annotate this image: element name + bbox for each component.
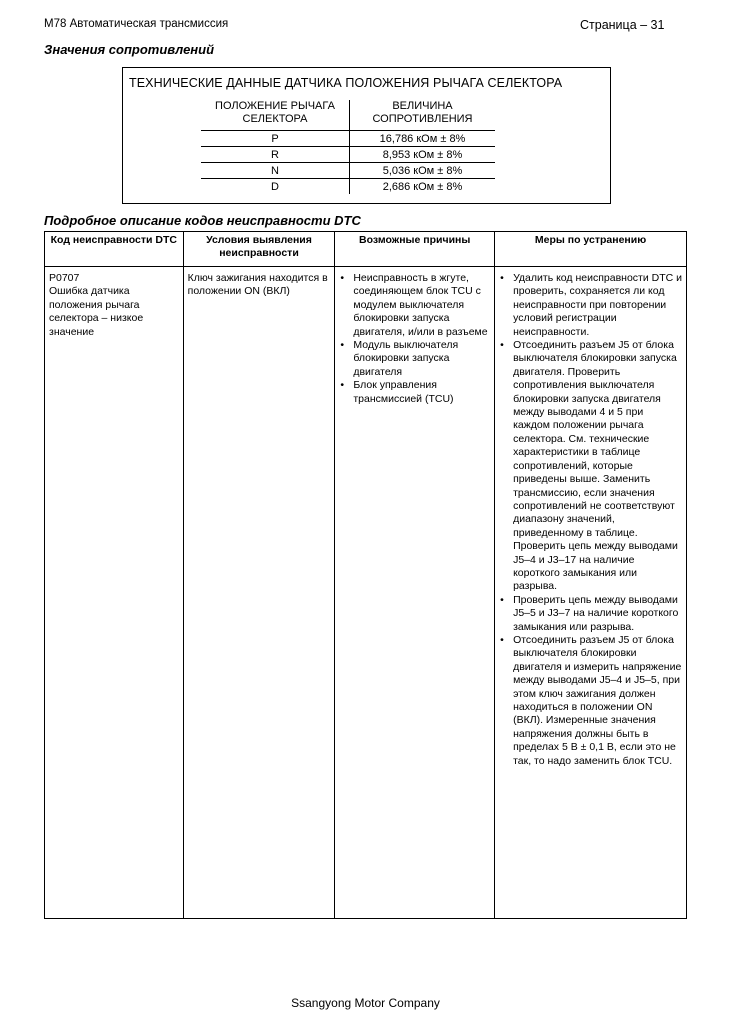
spec-box-title: ТЕХНИЧЕСКИЕ ДАННЫЕ ДАТЧИКА ПОЛОЖЕНИЯ РЫЧАГА СЕЛЕКТОРА: [129, 76, 563, 90]
position-cell: D: [201, 179, 350, 195]
dtc-description: Ошибка датчика положения рычага селектора – низкое значение: [49, 285, 144, 338]
section-title-resistance: Значения сопротивлений: [44, 42, 215, 57]
header-page-number: Страница – 31: [580, 18, 665, 32]
col-header-code: Код неисправности DTC: [45, 232, 184, 267]
position-cell: N: [201, 163, 350, 179]
resistance-table: [201, 100, 495, 194]
causes-list: [339, 272, 490, 406]
footer-company: Ssangyong Motor Company: [291, 996, 440, 1010]
resistance-cell: 16,786 кОм ± 8%: [350, 131, 496, 147]
dtc-table: [44, 231, 687, 919]
table-row: [201, 163, 495, 179]
resistance-cell: 8,953 кОм ± 8%: [350, 147, 496, 163]
table-row: [201, 131, 495, 147]
remedies-list: [499, 272, 682, 768]
dtc-header-row: [45, 232, 687, 267]
dtc-condition-cell: Ключ зажигания находится в положении ON (ВКЛ): [183, 267, 335, 919]
position-cell: P: [201, 131, 350, 147]
list-item: • Модуль выключателя блокировки запуска двигателя: [353, 339, 490, 379]
dtc-code: P0707: [49, 272, 80, 284]
table-row: [201, 147, 495, 163]
section-title-dtc: Подробное описание кодов неисправности DTC: [44, 213, 361, 228]
position-cell: R: [201, 147, 350, 163]
list-item: • Неисправность в жгуте, соединяющем блок TCU с модулем выключателя блокировки запуска двигателя, и/или в разъеме: [353, 272, 490, 339]
dtc-remedies-cell: [495, 267, 687, 919]
col-header-position: ПОЛОЖЕНИЕ РЫЧАГА СЕЛЕКТОРА: [201, 100, 350, 131]
list-item: • Отсоединить разъем J5 от блока выключателя блокировки двигателя и измерить напряжение между выводами J5–4 и J5–5, при этом ключ зажигания должен находиться в положении ON (ВКЛ). Измеренные значения напряжения должны быть в пределах 5 В ± 0,1 В, если это не так, то надо заменить блок TCU.: [513, 634, 682, 768]
dtc-causes-cell: [335, 267, 495, 919]
list-item: • Блок управления трансмиссией (TCU): [353, 379, 490, 406]
header-doc-title: M78 Автоматическая трансмиссия: [44, 18, 229, 30]
spec-box: [122, 67, 611, 204]
table-row: [201, 179, 495, 195]
col-header-causes: Возможные причины: [335, 232, 495, 267]
table-row: [45, 267, 687, 919]
col-header-conditions: Условия выявления неисправности: [183, 232, 335, 267]
resistance-cell: 5,036 кОм ± 8%: [350, 163, 496, 179]
list-item: • Удалить код неисправности DTC и проверить, сохраняется ли код неисправности при повторении условий регистрации неисправности.: [513, 272, 682, 339]
col-header-remedies: Меры по устранению: [495, 232, 687, 267]
dtc-code-cell: [45, 267, 184, 919]
list-item: • Проверить цепь между выводами J5–5 и J3–7 на наличие короткого замыкания или разрыва.: [513, 594, 682, 634]
list-item: • Отсоединить разъем J5 от блока выключателя блокировки запуска двигателя. Проверить сопротивления выключателя блокировки запуска двигателя между выводами 4 и 5 при каждом положении рычага селектора. См. технические характеристики в таблице сопротивлений, которые приведены выше. Заменить трансмиссию, если значения сопротивлений не соответствуют диапазону значений, приведенному в таблице. Проверить цепь между выводами J5–4 и J3–17 на наличие короткого замыкания или разрыва.: [513, 339, 682, 594]
col-header-resistance: ВЕЛИЧИНА СОПРОТИВЛЕНИЯ: [350, 100, 496, 131]
resistance-cell: 2,686 кОм ± 8%: [350, 179, 496, 195]
